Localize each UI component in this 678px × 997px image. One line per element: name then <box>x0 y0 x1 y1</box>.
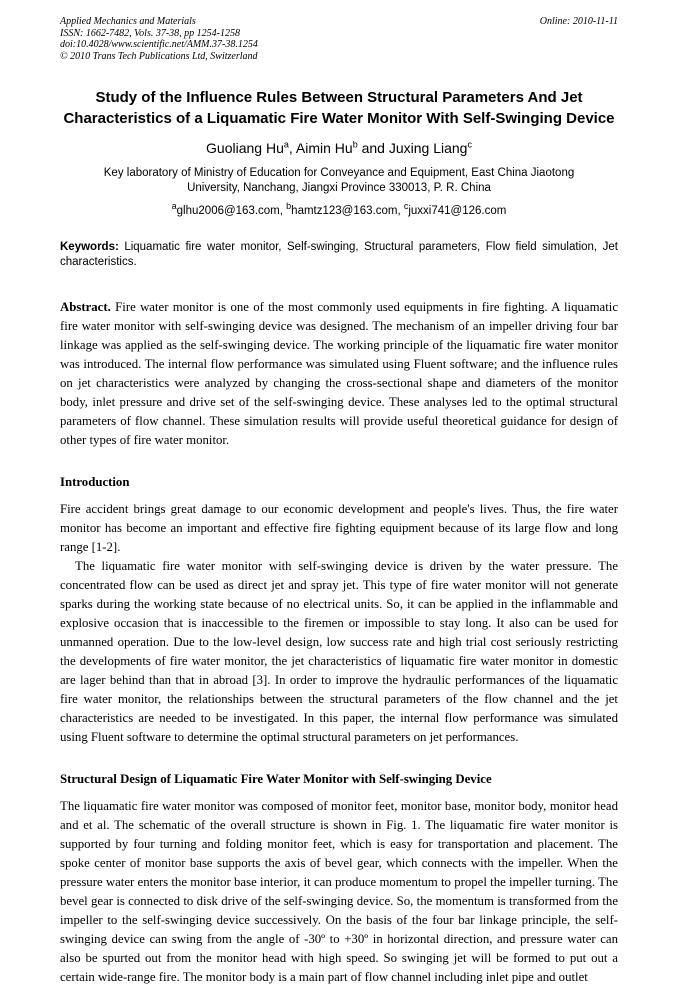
keywords-paragraph <box>60 240 618 269</box>
email-address: glhu2006@163.com, <box>176 205 287 217</box>
email-superscript: a <box>171 201 177 212</box>
paragraph: The liquamatic fire water monitor was composed of monitor feet, monitor base, monitor body, monitor head and et al. The schematic of the overall structure is shown in Fig. 1. The liquamatic fire water monitor is supported by four turning and folding monitor feet, which is easy for transportation and placement. The spoke center of monitor base supports the axis of bevel gear, which connects with the impeller. When the pressure water enters the monitor base interior, it can produce momentum to propel the impeller turning. The bevel gear is connected to disk drive of the self-swinging device. So, the momentum is transformed from the impeller to the self-swinging device successively. On the basis of the four bar linkage principle, the self-swinging device can swing from the angle of -30º to +30º in horizontal direction, and pressure water can also be spurted out from the monitor head with high speed. So swinging jet will be formed to put out a certain wide-range fire. The monitor body is a main part of flow channel including inlet pipe and outlet <box>60 799 618 984</box>
abstract-text: Fire water monitor is one of the most commonly used equipments in fire fighting. A liquamatic fire water monitor with self-swinging device was designed. The mechanism of an impeller driving four bar linkage was applied as the self-swinging device. The working principle of the liquamatic fire water monitor was introduced. The internal flow performance was simulated using Fluent software; and the influence rules on jet characteristics were analyzed by changing the cross-sectional shape and diameters of the monitor body, inlet pressure and drive set of the self-swinging device. These analyses led to the optimal structural parameters of flow channel. These simulation results will provide useful theoretical guidance for design of other types of fire water monitor. <box>60 300 618 447</box>
author-superscript: c <box>467 139 472 150</box>
doi-line: doi:10.4028/www.scientific.net/AMM.37-38.1254 <box>60 39 258 50</box>
keywords-label: Keywords: <box>60 241 125 253</box>
paragraph: Fire accident brings great damage to our economic development and people's lives. Thus, the fire water monitor has become an important and effective fire fighting equipment because of its large flow and long range [1-2]. <box>60 502 618 554</box>
email-address: juxxi741@126.com <box>408 205 507 217</box>
author-separator: , <box>288 140 296 156</box>
journal-header <box>60 16 618 62</box>
authors-line <box>60 140 618 156</box>
author-name: Aimin Hu <box>295 140 353 156</box>
author-separator: and <box>357 140 389 156</box>
paragraph: The liquamatic fire water monitor with self-swinging device is driven by the water pressure. The concentrated flow can be used as direct jet and spray jet. This type of fire water monitor will not generate sparks during the working state because of no electrical units. So, it can be applied in the inflammable and explosive occasion that is inaccessible to the firemen or impossible to stay long. It also can be used for unmanned operation. Due to the low-level design, low success rate and high trial cost seriously restricting the developments of fire water monitor, the jet characteristics of liquamatic fire water monitor in domestic are lager behind than that in abroad [3]. In order to improve the hydraulic performances of the liquamatic fire water monitor, the relationships between the structural parameters of the flow channel and the jet characteristics are needed to be investigated. In this paper, the internal flow performance was simulated using Fluent software to determine the optimal structural parameters on jet performances. <box>60 559 618 744</box>
online-date: Online: 2010-11-11 <box>539 16 618 27</box>
paper-title: Study of the Influence Rules Between Structural Parameters And Jet Characteristics of a Liquamatic Fire Water Monitor With Self-Swinging Device <box>63 89 615 127</box>
abstract-label: Abstract. <box>60 300 116 314</box>
author-name: Juxing Liang <box>388 140 468 156</box>
email-address: hamtz123@163.com, <box>291 205 404 217</box>
author-superscript: b <box>352 139 358 150</box>
abstract-paragraph <box>60 298 618 450</box>
journal-name: Applied Mechanics and Materials <box>60 16 196 27</box>
keywords-text: Liquamatic fire water monitor, Self-swinging, Structural parameters, Flow field simulation, Jet characteristics. <box>60 241 618 268</box>
email-superscript: c <box>403 201 409 212</box>
email-superscript: b <box>286 201 292 212</box>
journal-info-block <box>60 16 258 62</box>
section-heading-introduction: Introduction <box>60 475 130 489</box>
affiliation: Key laboratory of Ministry of Education for Conveyance and Equipment, East China Jiaotong University, Nanchang, Jiangxi Province 330013, P. R. China <box>103 167 575 194</box>
author-name: Guoliang Hu <box>206 140 284 156</box>
copyright-line: © 2010 Trans Tech Publications Ltd, Switzerland <box>60 50 258 62</box>
emails-line <box>60 201 618 217</box>
section-heading-structural-design: Structural Design of Liquamatic Fire Water Monitor with Self-swinging Device <box>60 772 492 786</box>
author-superscript: a <box>283 139 289 150</box>
issn-line: ISSN: 1662-7482, Vols. 37-38, pp 1254-1258 <box>60 27 240 39</box>
